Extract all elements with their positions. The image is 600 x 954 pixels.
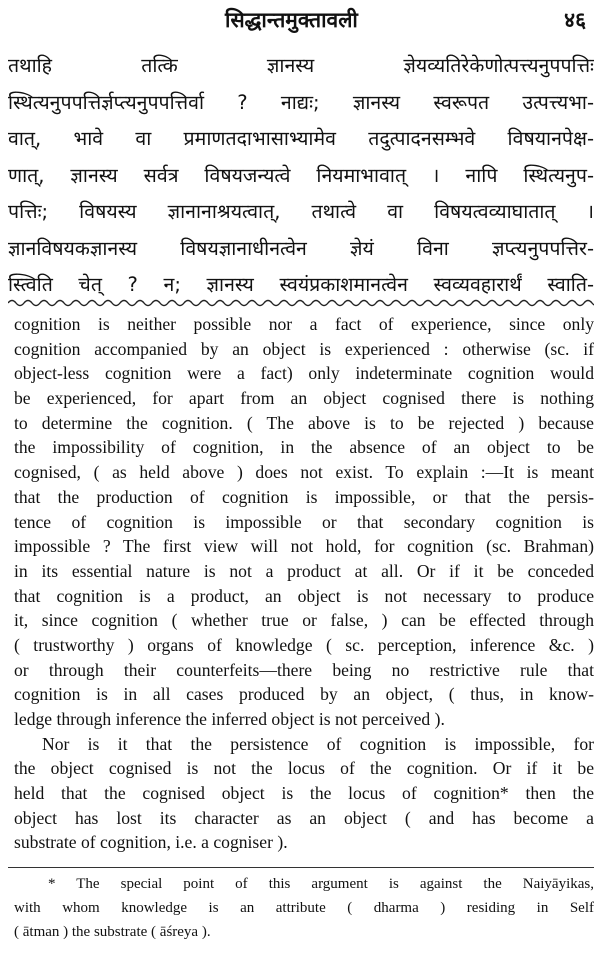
running-title: सिद्धान्तमुक्तावली bbox=[225, 8, 358, 32]
sanskrit-line: स्थित्यनुपपत्तिर्ज्ञप्त्यनुपपत्तिर्वा ? नाद्यः; ज्ञानस्य स्वरूपत उत्पत्त्यभा- bbox=[8, 90, 594, 114]
sanskrit-line: स्त्विति चेत् ? न; ज्ञानस्य स्वयंप्रकाशमानत्वेन स्वव्यवहारार्थं स्वाति- bbox=[8, 273, 594, 296]
translation-line: cognition accompanied by an object is experienced : otherwise (sc. if bbox=[14, 338, 594, 359]
sanskrit-line: ज्ञानविषयकज्ञानस्य विषयज्ञानाधीनत्वेन ज्ञेयं विना ज्ञप्त्यनुपपत्तिर- bbox=[8, 236, 594, 260]
translation-line: to determine the cognition. ( The above is to be rejected ) because bbox=[14, 412, 594, 433]
page-number: ४६ bbox=[564, 8, 586, 32]
translation-line: that the production of cognition is impossible, or that the persis- bbox=[14, 486, 594, 507]
footnote-rule bbox=[8, 867, 594, 868]
footnote-line: * The special point of this argument is against the Naiyāyikas, bbox=[48, 876, 594, 892]
sanskrit-line: पत्तिः; विषयस्य ज्ञानानाश्रयत्वात्, तथात्वे वा विषयत्वव्याघातात् । bbox=[8, 200, 594, 223]
footnote-line: ( ātman ) the substrate ( āśreya ). bbox=[14, 924, 211, 940]
translation-line: ( trustworthy ) organs of knowledge ( sc. perception, inference &c. ) bbox=[14, 634, 594, 655]
wavy-divider bbox=[8, 297, 594, 309]
translation-line: that cognition is a product, an object is not necessary to produce bbox=[14, 585, 594, 606]
translation-line: or through their counterfeits—there being no restrictive rule that bbox=[14, 659, 594, 680]
translation-line: the object cognised is not the locus of the cognition. Or if it be bbox=[14, 758, 594, 779]
translation-line: object has lost its character as an object ( and has become a bbox=[14, 807, 594, 828]
translation-line: it, since cognition ( whether true or false, ) can be effected through bbox=[14, 610, 594, 631]
translation-line: cognised, ( as held above ) does not exist. To explain :—It is meant bbox=[14, 462, 594, 483]
sanskrit-line: तथाहि तत्कि ज्ञानस्य ज्ञेयव्यतिरेकेणोत्पत्त्यनुपपत्तिः bbox=[8, 54, 594, 77]
translation-line: the impossibility of cognition, in the absence of an object to be bbox=[14, 437, 594, 458]
translation-line: cognition is neither possible nor a fact of experience, since only bbox=[14, 314, 594, 334]
translation-line: held that the cognised object is the locus of cognition* then the bbox=[14, 783, 594, 804]
footnote-block bbox=[14, 872, 594, 944]
translation-line: cognition is in all cases produced by an object, ( thus, in know- bbox=[14, 684, 594, 705]
translation-line: be experienced, for apart from an object cognised there is nothing bbox=[14, 388, 594, 409]
translation-line: Nor is it that the persistence of cognition is impossible, for bbox=[42, 733, 594, 754]
sanskrit-text-block bbox=[8, 48, 594, 304]
translation-line: object-less cognition were a fact) only indeterminate cognition would bbox=[14, 363, 594, 384]
translation-line: in its essential nature is not a product at all. Or if it be conceded bbox=[14, 560, 594, 581]
english-translation-block bbox=[14, 312, 594, 855]
sanskrit-line: वात्, भावे वा प्रमाणतदाभासाभ्यामेव तदुत्पादनसम्भवे विषयानपेक्ष- bbox=[8, 127, 594, 150]
translation-line: impossible ? The first view will not hold, for cognition (sc. Brahman) bbox=[14, 536, 594, 557]
translation-line: tence of cognition is impossible or that secondary cognition is bbox=[14, 511, 594, 532]
footnote-line: with whom knowledge is an attribute ( dharma ) residing in Self bbox=[14, 900, 594, 916]
running-header bbox=[0, 6, 600, 34]
translation-line: substrate of cognition, i.e. a cogniser ). bbox=[14, 832, 288, 853]
translation-line: ledge through inference the inferred object is not perceived ). bbox=[14, 709, 445, 729]
sanskrit-line: णात्, ज्ञानस्य सर्वत्र विषयजन्यत्वे नियमाभावात् । नापि स्थित्यनुप- bbox=[8, 163, 594, 187]
